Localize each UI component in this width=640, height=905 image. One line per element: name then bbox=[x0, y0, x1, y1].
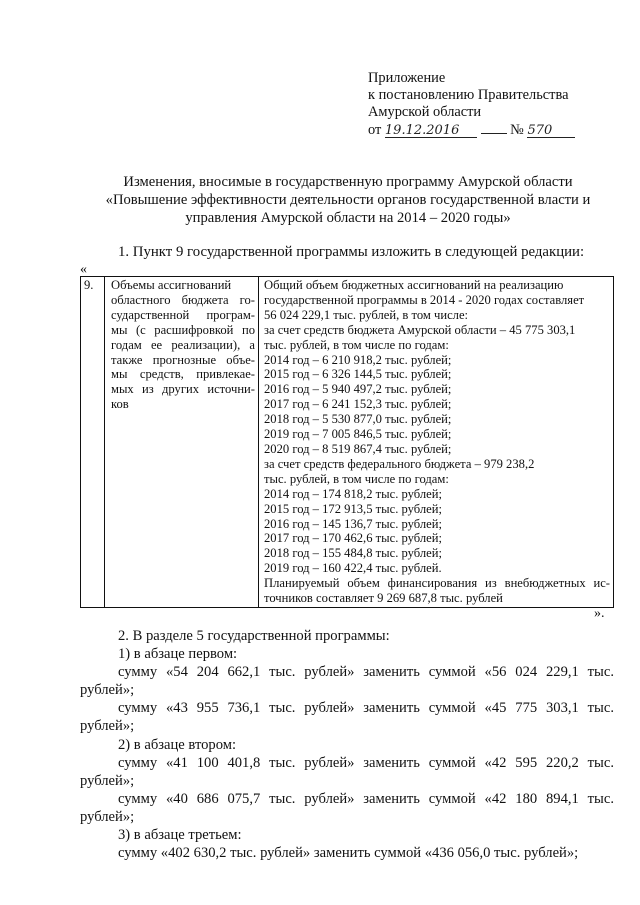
label-line: областного бюджета го- bbox=[111, 292, 255, 307]
content-line: тыс. рублей, в том числе по годам: bbox=[264, 471, 449, 486]
approval-date-number bbox=[368, 121, 618, 139]
sub-3-a: сумму «402 630,2 тыс. рублей» заменить суммой «436 056,0 тыс. рублей»; bbox=[118, 845, 579, 862]
row-number: 9. bbox=[81, 277, 105, 608]
content-line: 2016 год – 145 136,7 тыс. рублей; bbox=[264, 516, 442, 531]
content-line: 56 024 229,1 тыс. рублей, в том числе: bbox=[264, 307, 469, 322]
from-label: от bbox=[368, 122, 382, 138]
sub-1-b: сумму «43 955 736,1 тыс. рублей» заменить суммой «45 775 303,1 тыс. bbox=[118, 700, 614, 717]
section-2-title: 2. В разделе 5 государственной программы: bbox=[118, 628, 390, 644]
label-line: также прогнозные объе- bbox=[111, 352, 255, 367]
sub-2-b: сумму «40 686 075,7 тыс. рублей» заменить суммой «42 180 894,1 тыс. bbox=[118, 790, 614, 807]
content-line: за счет средств федерального бюджета – 979 238,2 bbox=[264, 456, 535, 471]
content-line: Общий объем бюджетных ассигнований на реализацию bbox=[264, 278, 564, 292]
row-label bbox=[105, 277, 259, 608]
sub-2-a-cont: рублей»; bbox=[80, 772, 135, 789]
sub-3-title: 3) в абзаце третьем: bbox=[118, 827, 242, 844]
label-line: мы (с расшифровкой по bbox=[111, 322, 255, 337]
section-2 bbox=[80, 627, 614, 862]
quote-open: « bbox=[80, 262, 87, 277]
content-line: 2018 год – 155 484,8 тыс. рублей; bbox=[264, 546, 442, 561]
approval-region: Амурской области bbox=[368, 104, 482, 120]
content-line: 2018 год – 5 530 877,0 тыс. рублей; bbox=[264, 412, 452, 427]
heading-line-2: «Повышение эффективности деятельности органов государственной власти и bbox=[105, 192, 591, 208]
sub-2-b-cont: рублей»; bbox=[80, 808, 135, 825]
sub-1-a-cont: рублей»; bbox=[80, 682, 135, 699]
sub-2-title: 2) в абзаце втором: bbox=[118, 736, 237, 753]
content-line: 2016 год – 5 940 497,2 тыс. рублей; bbox=[264, 382, 452, 397]
heading-line-1: Изменения, вносимые в государственную программу Амурской области bbox=[123, 174, 573, 190]
content-line: 2014 год – 174 818,2 тыс. рублей; bbox=[264, 486, 442, 501]
approval-resolution: к постановлению Правительства bbox=[368, 87, 569, 103]
content-line: точников составляет 9 269 687,8 тыс. рублей bbox=[264, 591, 503, 606]
label-line: сударственной програм- bbox=[111, 307, 255, 322]
number-label: № bbox=[510, 122, 524, 138]
item-1-text: 1. Пункт 9 государственной программы изложить в следующей редакции: bbox=[118, 244, 585, 260]
label-line: годам ее реализации), а bbox=[111, 337, 255, 352]
content-line: 2015 год – 172 913,5 тыс. рублей; bbox=[264, 501, 442, 516]
approval-title: Приложение bbox=[368, 70, 446, 86]
label-line: ков bbox=[111, 397, 129, 412]
label-line: Объемы ассигнований bbox=[111, 278, 232, 292]
content-line: государственной программы в 2014 - 2020 годах составляет bbox=[264, 292, 585, 307]
content-line: 2015 год – 6 326 144,5 тыс. рублей; bbox=[264, 367, 452, 382]
label-line: мых из других источни- bbox=[111, 382, 255, 397]
content-line: 2020 год – 8 519 867,4 тыс. рублей; bbox=[264, 441, 452, 456]
label-line: мы средств, привлекае- bbox=[111, 367, 255, 382]
quote-close: ». bbox=[594, 606, 605, 621]
content-line: 2017 год – 6 241 152,3 тыс. рублей; bbox=[264, 397, 452, 412]
approval-block bbox=[368, 70, 618, 139]
heading-line-3: управления Амурской области на 2014 – 2020 годы» bbox=[185, 210, 511, 226]
program-table bbox=[80, 276, 614, 608]
row-content bbox=[259, 277, 614, 608]
date-underline bbox=[481, 121, 507, 134]
sub-1-b-cont: рублей»; bbox=[80, 718, 135, 735]
content-line: 2017 год – 170 462,6 тыс. рублей; bbox=[264, 531, 442, 546]
content-line: 2019 год – 7 005 846,5 тыс. рублей; bbox=[264, 427, 452, 442]
table-row bbox=[81, 277, 614, 608]
sub-1-title: 1) в абзаце первом: bbox=[118, 646, 238, 663]
content-line: за счет средств бюджета Амурской области – 45 775 303,1 bbox=[264, 322, 576, 337]
document-heading bbox=[80, 173, 616, 227]
content-line: 2014 год – 6 210 918,2 тыс. рублей; bbox=[264, 352, 452, 367]
handwritten-number: 570 bbox=[527, 124, 575, 138]
sub-2-a: сумму «41 100 401,8 тыс. рублей» заменить суммой «42 595 220,2 тыс. bbox=[118, 754, 614, 771]
content-line: тыс. рублей, в том числе по годам: bbox=[264, 337, 449, 352]
content-line: 2019 год – 160 422,4 тыс. рублей. bbox=[264, 561, 442, 576]
handwritten-date: 19.12.2016 bbox=[385, 124, 477, 138]
content-line: Планируемый объем финансирования из внебюджетных ис- bbox=[264, 576, 610, 591]
sub-1-a: сумму «54 204 662,1 тыс. рублей» заменить суммой «56 024 229,1 тыс. bbox=[118, 664, 614, 681]
